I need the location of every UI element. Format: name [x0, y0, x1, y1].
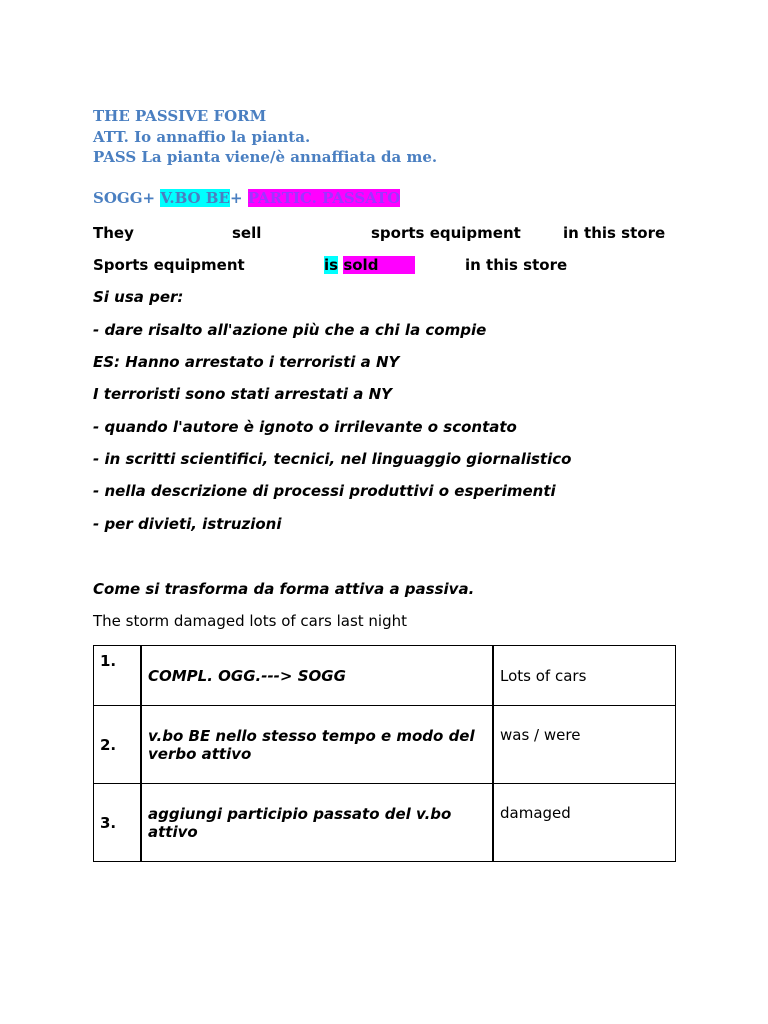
step-answer: Lots of cars: [493, 646, 676, 706]
document-title: THE PASSIVE FORM: [93, 107, 267, 125]
uses-item: ES: Hanno arrestato i terroristi a NY: [93, 353, 400, 371]
formula: [93, 188, 400, 208]
steps-table: [93, 645, 676, 862]
step-answer: was / were: [493, 706, 676, 784]
active-place: in this store: [563, 224, 666, 242]
passive-aux: is: [324, 256, 339, 274]
step-answer: damaged: [493, 784, 676, 862]
uses-item: I terroristi sono stati arrestati a NY: [93, 385, 393, 403]
active-verb: sell: [232, 224, 262, 242]
transform-heading: Come si trasforma da forma attiva a passiva.: [93, 580, 475, 598]
active-object: sports equipment: [371, 224, 521, 242]
active-example: ATT. Io annaffio la pianta.: [93, 128, 311, 146]
passive-subject: Sports equipment: [93, 256, 245, 274]
step-number: 3.: [94, 784, 142, 862]
table-row: [94, 784, 676, 862]
passive-example: PASS La pianta viene/è annaffiata da me.: [93, 148, 438, 166]
uses-item: - dare risalto all'azione più che a chi la compie: [93, 321, 487, 339]
table-row: [94, 706, 676, 784]
uses-item: - quando l'autore è ignoto o irrilevante o scontato: [93, 418, 517, 436]
passive-aux-wrap: [324, 256, 415, 274]
table-row: [94, 646, 676, 706]
passive-place: in this store: [465, 256, 568, 274]
step-instruction: COMPL. OGG.---> SOGG: [141, 646, 493, 706]
uses-heading: Si usa per:: [93, 288, 184, 306]
formula-subject: SOGG+: [93, 189, 156, 207]
uses-item: - nella descrizione di processi produttivi o esperimenti: [93, 482, 556, 500]
formula-participle: PARTIC. PASSATO: [247, 189, 401, 207]
step-number: 1.: [94, 646, 142, 706]
uses-item: - in scritti scientifici, tecnici, nel linguaggio giornalistico: [93, 450, 572, 468]
step-number: 2.: [94, 706, 142, 784]
uses-item: - per divieti, istruzioni: [93, 515, 282, 533]
step-instruction: v.bo BE nello stesso tempo e modo del verbo attivo: [141, 706, 493, 784]
formula-verb-be: V.BO BE: [160, 189, 230, 207]
formula-plus: +: [229, 189, 243, 207]
step-instruction: aggiungi participio passato del v.bo attivo: [141, 784, 493, 862]
active-subject: They: [93, 224, 134, 242]
passive-participle: sold: [343, 256, 415, 274]
transform-sentence: The storm damaged lots of cars last night: [93, 612, 408, 630]
